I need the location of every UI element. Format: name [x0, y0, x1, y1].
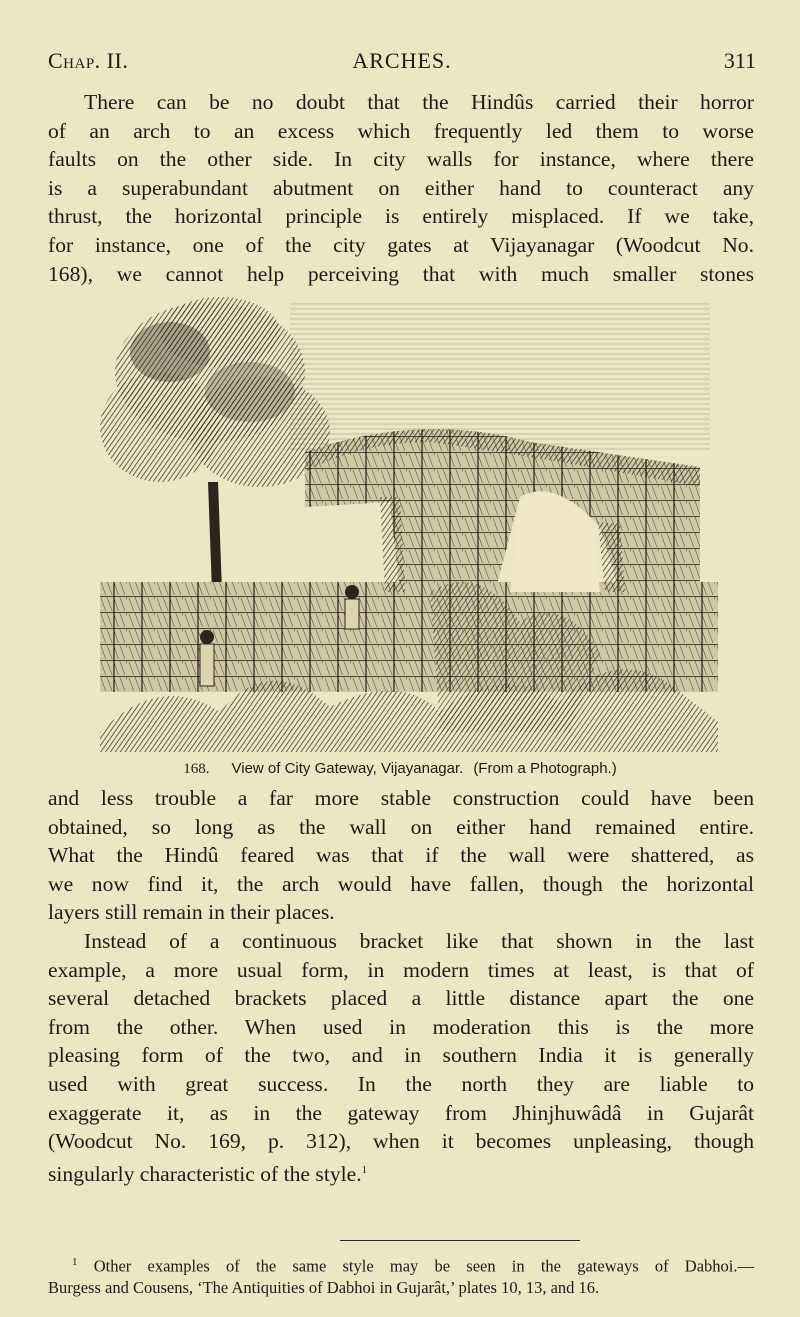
text-line: layers still remain in their places.: [48, 900, 335, 925]
figure-source: (From a Photograph.): [473, 760, 617, 777]
footnote: [48, 1252, 754, 1298]
text-line: thrust, the horizontal principle is entirely misplaced. If we take,: [48, 204, 754, 229]
woodcut-city-gateway-illustration: [100, 292, 718, 752]
footnote-line: [48, 1252, 754, 1277]
running-title: ARCHES.: [352, 48, 452, 73]
text-line: Instead of a continuous bracket like that shown in the last: [84, 928, 754, 953]
text-line: obtained, so long as the wall on either hand remained entire.: [48, 814, 754, 839]
figure-caption-text: View of City Gateway, Vijayanagar.: [231, 760, 464, 777]
text-line: from the other. When used in moderation this is the more: [48, 1014, 754, 1039]
figure-number: 168.: [183, 761, 210, 777]
paragraph-1: [48, 88, 754, 288]
text-line: exaggerate it, as in the gateway from Jhinjhuwâdâ in Gujarât: [48, 1100, 754, 1125]
footnote-reference: 1: [361, 1163, 368, 1176]
running-header: [48, 48, 756, 82]
text-line: faults on the other side. In city walls for instance, where there: [48, 147, 754, 172]
footnote-line: Burgess and Cousens, ‘The Antiquities of Dabhoi in Gujarât,’ plates 10, 13, and 16.: [48, 1277, 600, 1297]
page-number: 311: [723, 48, 756, 73]
text-line-with-footnote-ref: [48, 1156, 754, 1189]
text-line: we now find it, the arch would have fallen, though the horizontal: [48, 871, 754, 896]
text-line: several detached brackets placed a little distance apart the one: [48, 986, 754, 1011]
text-line: What the Hindû feared was that if the wall were shattered, as: [48, 843, 754, 868]
text-line: example, a more usual form, in modern times at least, is that of: [48, 957, 754, 982]
text-line: 168), we cannot help perceiving that with much smaller stones: [48, 261, 754, 286]
text-line: is a superabundant abutment on either hand to counteract any: [48, 175, 754, 200]
text-line: for instance, one of the city gates at Vijayanagar (Woodcut No.: [48, 232, 754, 257]
text-line: pleasing form of the two, and in southern India it is generally: [48, 1043, 754, 1068]
footnote-marker: 1: [72, 1256, 78, 1268]
text-line: of an arch to an excess which frequently led them to worse: [48, 118, 754, 143]
text-line: used with great success. In the north they are liable to: [48, 1071, 754, 1096]
text-line: and less trouble a far more stable construction could have been: [48, 786, 754, 810]
text-line: singularly characteristic of the style.: [48, 1161, 362, 1186]
paragraph-2: [48, 784, 754, 1189]
figure-caption: [0, 760, 800, 778]
text-line: (Woodcut No. 169, p. 312), when it becomes unpleasing, though: [48, 1129, 754, 1154]
chapter-label: Chap. II.: [48, 48, 129, 73]
footnote-rule: [340, 1240, 580, 1241]
text-line: There can be no doubt that the Hindûs carried their horror: [84, 90, 754, 114]
footnote-text: Other examples of the same style may be seen in the gateways of Dabhoi.—: [93, 1256, 754, 1276]
